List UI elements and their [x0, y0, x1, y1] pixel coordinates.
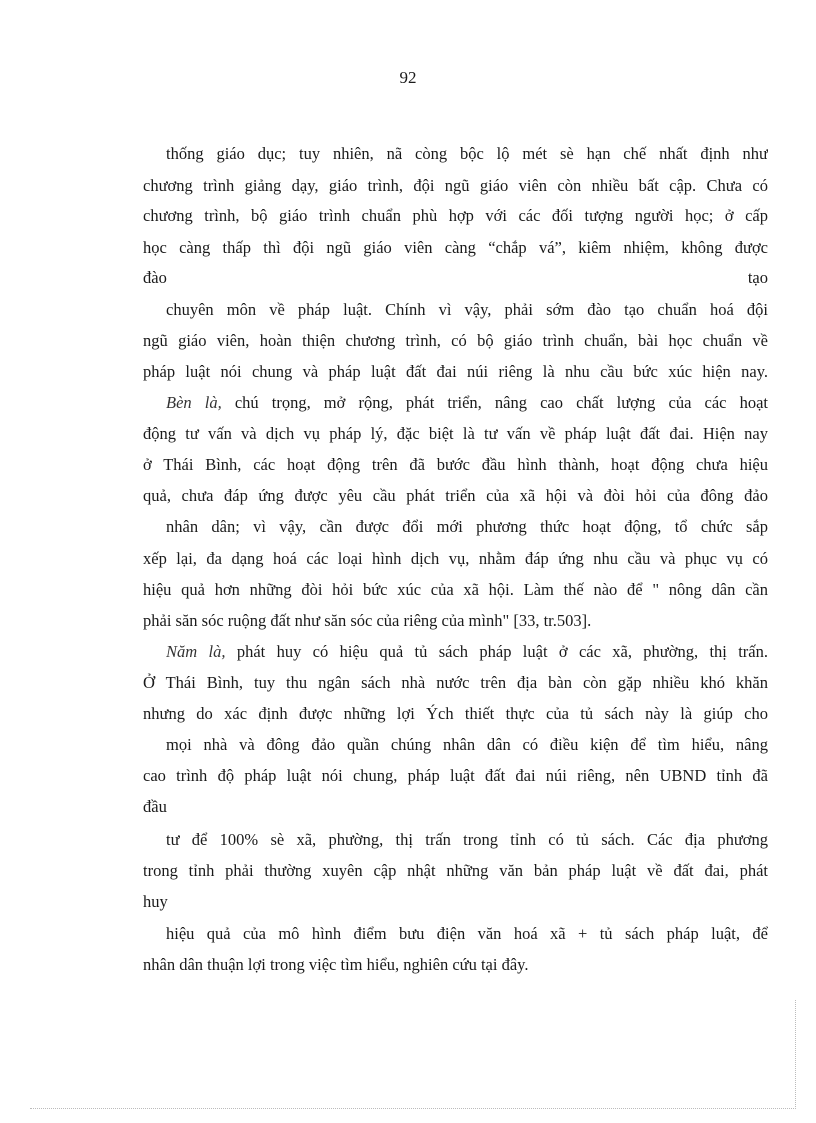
text-line [143, 797, 167, 817]
text-line [143, 238, 768, 258]
text-fragment: hiệu quả hơn những đòi hỏi bức xúc của xã hội. Làm thế nào để " nông dân cần [143, 580, 768, 599]
text-fragment: động tư vấn và dịch vụ pháp lý, đặc biệt là tư vấn về pháp luật đất đai. Hiện nay [143, 424, 768, 443]
text-line [143, 362, 768, 382]
text-line [143, 455, 768, 475]
text-line [166, 393, 768, 413]
text-line [166, 735, 768, 755]
text-fragment: nhân dân thuận lợi trong việc tìm hiểu, nghiên cứu tại đây. [143, 955, 529, 974]
text-fragment: chương trình giảng dạy, giáo trình, đội ngũ giáo viên còn nhiều bất cập. Chưa có [143, 176, 768, 195]
text-line [143, 611, 591, 631]
text-line [143, 486, 768, 506]
text-line [166, 924, 768, 944]
text-fragment: quả, chưa đáp ứng được yêu cầu phát triển của xã hội và đòi hỏi của đông đảo [143, 486, 768, 505]
text-line [143, 892, 168, 912]
enumeration-heading: Năm là, [166, 642, 226, 661]
page-bottom-border [30, 1108, 796, 1109]
text-fragment: chú trọng, mở rộng, phát triển, nâng cao chất lượng của các hoạt [221, 393, 768, 412]
text-line [143, 268, 768, 288]
text-fragment: nhưng do xác định được những lợi Ých thiết thực của tủ sách này là giúp cho [143, 704, 768, 723]
text-line [143, 704, 768, 724]
text-line [143, 424, 768, 444]
enumeration-heading: Bèn là, [166, 393, 222, 412]
text-fragment: chuyên môn về pháp luật. Chính vì vậy, phải sớm đào tạo chuẩn hoá đội [166, 300, 768, 319]
text-fragment: tư để 100% sè xã, phường, thị trấn trong tỉnh có tủ sách. Các địa phương [166, 830, 768, 849]
text-line [143, 766, 768, 786]
text-fragment: đầu [143, 797, 167, 816]
text-fragment: học càng thấp thì đội ngũ giáo viên càng “chắp vá”, kiêm nhiệm, không được [143, 238, 768, 257]
text-line [143, 861, 768, 881]
text-fragment: cao trình độ pháp luật nói chung, pháp luật đất đai núi riêng, nên UBND tỉnh đã [143, 766, 768, 785]
page-right-border [795, 1000, 796, 1109]
text-line [166, 517, 768, 537]
page-number: 92 [399, 68, 417, 87]
text-fragment: ở Thái Bình, các hoạt động trên đã bước đầu hình thành, hoạt động chưa hiệu [143, 455, 768, 474]
text-fragment: mọi nhà và đông đảo quần chúng nhân dân có điều kiện để tìm hiểu, nâng [166, 735, 768, 754]
text-fragment: xếp lại, đa dạng hoá các loại hình dịch vụ, nhằm đáp ứng nhu cầu và phục vụ có [143, 549, 768, 568]
text-fragment: trong tỉnh phải thường xuyên cập nhật những văn bản pháp luật về đất đai, phát [143, 861, 768, 880]
text-fragment: Ở Thái Bình, tuy thu ngân sách nhà nước trên địa bàn còn gặp nhiều khó khăn [143, 673, 768, 692]
text-line [143, 580, 768, 600]
text-fragment: nhân dân; vì vậy, cần được đổi mới phương thức hoạt động, tổ chức sắp [166, 517, 768, 536]
text-fragment: phải săn sóc ruộng đất như săn sóc của riêng của mình" [33, tr.503]. [143, 611, 592, 630]
text-line [166, 300, 768, 320]
text-fragment: chương trình, bộ giáo trình chuẩn phù hợp với các đối tượng người học; ở cấp [143, 206, 768, 225]
text-fragment: hiệu quả của mô hình điểm bưu điện văn hoá xã + tủ sách pháp luật, để [166, 924, 768, 943]
text-line [143, 673, 768, 693]
text-fragment: tạo [747, 268, 768, 287]
text-fragment: phát huy có hiệu quả tủ sách pháp luật ở các xã, phường, thị trấn. [225, 642, 768, 661]
text-line [143, 549, 768, 569]
text-fragment: đào [143, 268, 167, 287]
text-fragment: huy [143, 892, 168, 911]
text-line [166, 144, 768, 164]
text-line [143, 176, 768, 196]
text-fragment: thống giáo dục; tuy nhiên, nã còng bộc lộ mét sè hạn chế nhất định như [166, 144, 768, 163]
text-line [143, 331, 768, 351]
text-line [166, 830, 768, 850]
text-fragment: ngũ giáo viên, hoàn thiện chương trình, có bộ giáo trình chuẩn, bài học chuẩn về [143, 331, 768, 350]
text-line [166, 642, 768, 662]
text-fragment: pháp luật nói chung và pháp luật đất đai núi riêng là nhu cầu bức xúc hiện nay. [143, 362, 768, 381]
text-line [143, 206, 768, 226]
text-line [143, 955, 528, 975]
